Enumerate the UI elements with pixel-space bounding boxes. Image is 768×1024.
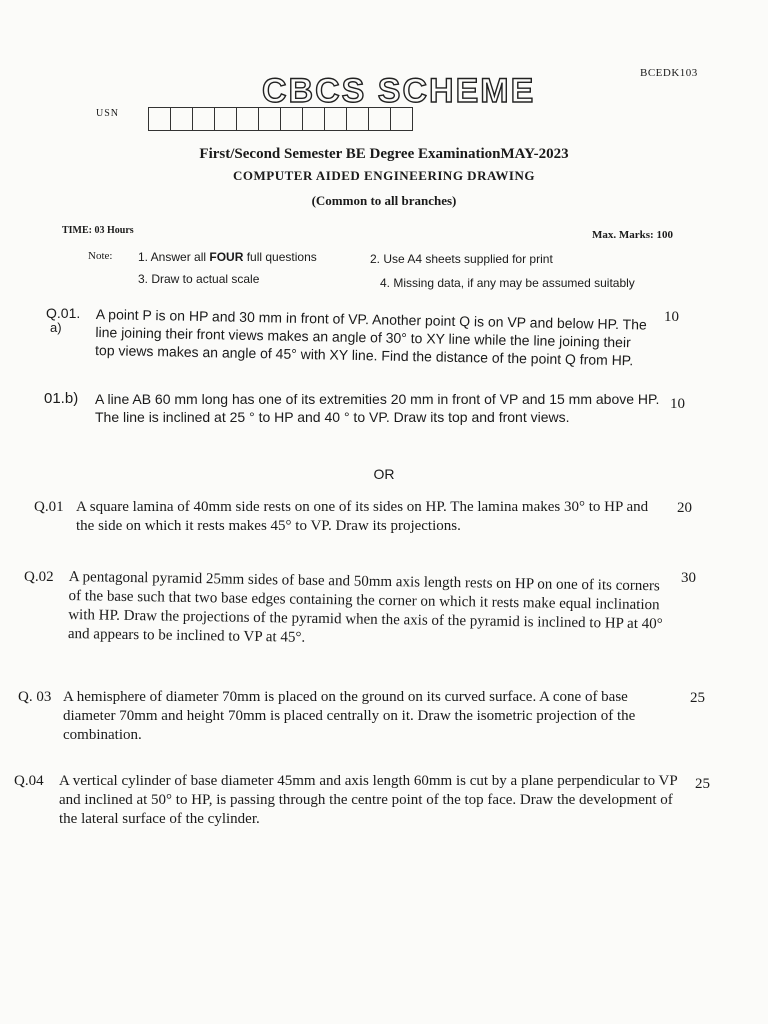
question-label: Q.01 xyxy=(34,499,64,515)
usn-box xyxy=(324,107,346,131)
question-marks: 30 xyxy=(681,570,696,586)
usn-boxes xyxy=(148,107,413,131)
usn-box xyxy=(390,107,413,131)
question-marks: 20 xyxy=(677,500,692,516)
common-note: (Common to all branches) xyxy=(311,193,457,208)
max-marks: Max. Marks: 100 xyxy=(592,229,673,241)
or-divider: OR xyxy=(373,466,395,482)
question-text: A line AB 60 mm long has one of its extremities 20 mm in front of VP and 15 mm above HP. The line is inclined at 25 ° to HP and 40 ° to VP. Draw its top and front views. xyxy=(95,391,660,425)
question-marks: 25 xyxy=(690,690,705,706)
question-text: A vertical cylinder of base diameter 45mm and axis length 60mm is cut by a plane perpendicular to VP and inclined at 50° to HP, is passing through the centre point of the top face. Draw the development of the lateral surface of the cylinder. xyxy=(59,773,678,827)
question-label: Q.04 xyxy=(14,773,44,789)
question-text: A pentagonal pyramid 25mm sides of base and 50mm axis length rests on HP on one of its corners of the base such that two base edges containing the corner on which it rests make equal inclination with HP. Draw the projections of the pyramid when the axis of the pyramid is inclined to HP at 40° and appears to be inclined to VP at 45°. xyxy=(67,568,663,646)
usn-box xyxy=(236,107,258,131)
usn-box xyxy=(346,107,368,131)
note-item: 1. Answer all FOUR full questions xyxy=(138,250,317,264)
usn-box xyxy=(148,107,170,131)
question-text: A point P is on HP and 30 mm in front of VP. Another point Q is on VP and below HP. The line joining their front views makes an angle of 30° to XY line while the line joining their top views makes an angle of 45° with XY line. Find the distance of the point Q from HP. xyxy=(94,305,647,369)
note-label: Note: xyxy=(88,250,113,262)
usn-box xyxy=(192,107,214,131)
question-label: Q. 03 xyxy=(18,689,52,705)
usn-box xyxy=(258,107,280,131)
question-label: 01.b) xyxy=(44,390,79,407)
note-item: 2. Use A4 sheets supplied for print xyxy=(370,252,553,266)
question-marks: 10 xyxy=(670,396,685,412)
usn-box xyxy=(214,107,236,131)
question-marks: 10 xyxy=(664,309,679,325)
subject-title: COMPUTER AIDED ENGINEERING DRAWING xyxy=(233,168,535,183)
question-marks: 25 xyxy=(695,776,710,792)
usn-box xyxy=(368,107,390,131)
question-text: A square lamina of 40mm side rests on one of its sides on HP. The lamina makes 30° to HP and the side on which it rests makes 45° to VP. Draw its projections. xyxy=(76,499,649,534)
question-label: Q.02 xyxy=(24,569,54,585)
question-label: Q.01. xyxy=(46,305,81,321)
usn-box xyxy=(302,107,324,131)
scheme-title: CBCS SCHEME xyxy=(262,72,536,110)
exam-title: First/Second Semester BE Degree ExaminationMAY-2023 xyxy=(199,146,569,162)
usn-box xyxy=(280,107,302,131)
note-item: 4. Missing data, if any may be assumed suitably xyxy=(380,276,635,290)
usn-label: USN xyxy=(96,108,120,119)
paper-code: BCEDK103 xyxy=(640,67,698,79)
usn-box xyxy=(170,107,192,131)
question-sublabel: a) xyxy=(50,320,62,335)
question-text: A hemisphere of diameter 70mm is placed on the ground on its curved surface. A cone of base diameter 70mm and height 70mm is placed centrally on it. Draw the isometric projection of the combination. xyxy=(63,689,636,743)
note-item: 3. Draw to actual scale xyxy=(138,272,260,286)
exam-duration: TIME: 03 Hours xyxy=(62,225,134,236)
